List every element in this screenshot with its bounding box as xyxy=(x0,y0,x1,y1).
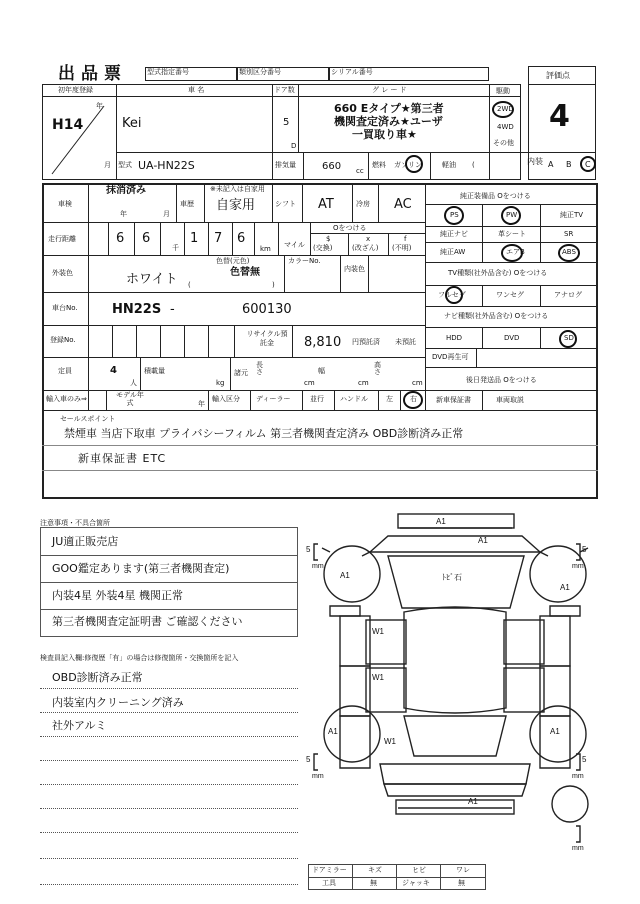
dims-width: 幅 xyxy=(318,367,325,375)
mileage-km: km xyxy=(260,245,271,253)
drive-2wd: 2WD xyxy=(497,105,514,113)
mileage-altered: (改ざん) xyxy=(352,244,379,252)
equip-airbag-circle xyxy=(501,244,523,262)
bracket-fl-value: 5 xyxy=(306,545,311,554)
legend-jack: ジャッキ xyxy=(402,879,430,887)
shaken-label: 車検 xyxy=(58,200,72,208)
legend-hibi: ヒビ xyxy=(412,866,426,874)
displacement-unit: cc xyxy=(356,167,364,175)
interior-c-circle xyxy=(580,156,596,172)
cooler-label: 冷房 xyxy=(356,200,370,208)
dims-length: 長さ xyxy=(256,361,263,376)
bracket-rr-mm: mm xyxy=(572,773,584,780)
bracket-spare-mm: mm xyxy=(572,845,584,852)
mileage-s2: x xyxy=(366,235,371,243)
displacement-value: 660 xyxy=(322,161,342,172)
history-value: 自家用 xyxy=(216,198,256,213)
notes-line-1: JU適正販売店 xyxy=(52,535,119,548)
dvd-playback: DVD再生可 xyxy=(432,353,469,361)
fuel-diesel: 軽油 xyxy=(442,161,456,169)
equip-aw: 純正AW xyxy=(440,248,466,256)
drive-4wd: 4WD xyxy=(497,123,514,131)
inspector-line-2: 内装室内クリーニング済み xyxy=(52,696,184,709)
shaken-value: 抹消済み xyxy=(106,185,146,196)
registration-year: H14 xyxy=(52,117,84,133)
fuel-label: 燃料 xyxy=(372,161,386,169)
notes-line-2: GOO鑑定あります(第三者機関査定) xyxy=(52,562,230,575)
shift-value: AT xyxy=(318,197,334,212)
legend-ware: ワレ xyxy=(456,866,470,874)
import-right-circle xyxy=(403,391,423,409)
grade-line3: 一買取り車★ xyxy=(352,128,417,141)
import-label: 輸入車のみ⇒ xyxy=(46,395,87,403)
dmg-windshield: ﾄﾋﾞ石 xyxy=(442,573,462,582)
equip-ps: PS xyxy=(450,211,459,219)
grade-line2: 機関査定済み★ユーザ xyxy=(334,115,443,128)
grade-label: グ レ ー ド xyxy=(372,86,407,94)
tv-title: TV種類(社外品含む) Oをつける xyxy=(448,269,548,277)
color-label: 外装色 xyxy=(52,269,73,277)
navi-dvd: DVD xyxy=(504,334,520,342)
dmg-left-rear-door: W1 xyxy=(372,673,384,682)
sales-points-label: セールスポイント xyxy=(60,415,116,423)
fuel-gasoline-circle xyxy=(405,155,423,173)
color-value: ホワイト xyxy=(126,272,178,287)
import-parallel: 並行 xyxy=(310,395,324,403)
bracket-fr-value: 5 xyxy=(582,545,587,554)
navi-title: ナビ種類(社外品含む) Oをつける xyxy=(444,312,549,320)
equip-tv: 純正TV xyxy=(560,211,584,219)
dmg-hood: A1 xyxy=(478,536,488,545)
later-warranty: 新車保証書 xyxy=(436,396,471,404)
notes-line-3: 内装4星 外装4星 機関正常 xyxy=(52,589,183,602)
import-division-label: 輸入区分 xyxy=(212,395,240,403)
legend-jack-value: 無 xyxy=(458,879,465,887)
registration-month-unit: 月 xyxy=(104,161,111,169)
mileage-digit-2: 6 xyxy=(142,231,151,246)
recycle-status2: 未預託 xyxy=(395,338,416,346)
dims-length-cm: cm xyxy=(304,379,315,387)
capacity-label: 定員 xyxy=(58,367,72,375)
equip-pw: PW xyxy=(506,211,518,219)
equipment-title: 純正装備品 Oをつける xyxy=(460,192,531,200)
grade-line1: 660 Eタイプ★第三者 xyxy=(334,102,444,115)
eval-label: 評価点 xyxy=(546,71,570,80)
load-label: 積載量 xyxy=(144,367,165,375)
dmg-rear-bumper: A1 xyxy=(468,797,478,806)
legend-mirror: ドアミラー xyxy=(312,866,347,874)
tv-analog: アナログ xyxy=(554,291,582,299)
dims-label: 諸元 xyxy=(234,369,248,377)
equip-navi: 純正ナビ xyxy=(440,230,468,238)
bracket-fl-mm: mm xyxy=(312,563,324,570)
load-kg: kg xyxy=(216,379,225,387)
drive-label: 駆動 xyxy=(496,87,510,95)
interior-color-label: 内装色 xyxy=(344,265,365,273)
interior-grade-b: B xyxy=(566,160,572,169)
equip-sr: SR xyxy=(564,230,574,238)
reg-no-label: 登録No. xyxy=(50,336,76,344)
car-name-label: 車 名 xyxy=(188,86,205,94)
bracket-rr-value: 5 xyxy=(582,755,587,764)
history-label: 車歴 xyxy=(180,200,194,208)
mileage-digit-4: 7 xyxy=(214,231,223,246)
dims-height-cm: cm xyxy=(412,379,423,387)
equip-leather: 革シート xyxy=(498,230,526,238)
dmg-front-bumper: A1 xyxy=(436,517,446,526)
doors-value: 5 xyxy=(283,117,290,128)
import-right: 右 xyxy=(410,395,417,403)
chassis-number: 600130 xyxy=(242,302,292,317)
tv-oneseg: ワンセグ xyxy=(496,291,524,299)
fuel-paren: ( xyxy=(472,161,475,169)
shaken-year-unit: 年 xyxy=(120,210,127,218)
dmg-front-right: A1 xyxy=(560,583,570,592)
model-year-label: モデル年式 xyxy=(116,391,144,407)
notes-line-4: 第三者機関査定証明書 ご確認ください xyxy=(52,615,243,628)
dmg-front-left: A1 xyxy=(340,571,350,580)
drive-other: その他 xyxy=(493,139,514,147)
drive-2wd-circle xyxy=(492,101,514,118)
registration-year-unit: 年 xyxy=(96,102,103,110)
bracket-fr-mm: mm xyxy=(572,563,584,570)
bracket-rl-mm: mm xyxy=(312,773,324,780)
form-title: 出品票 xyxy=(58,64,127,84)
later-title: 後日発送品 Oをつける xyxy=(466,376,537,384)
navi-sd-circle xyxy=(559,330,577,348)
chassis-label: 車台No. xyxy=(52,304,78,312)
import-handle: ハンドル xyxy=(340,395,368,403)
legend-tools-value: 無 xyxy=(370,879,377,887)
eval-score: 4 xyxy=(549,99,570,134)
model-value: UA-HN22S xyxy=(138,159,195,172)
equip-pw-circle xyxy=(501,206,521,225)
tv-fullseg-circle xyxy=(445,286,463,304)
recycle-value: 8,810 xyxy=(304,335,342,350)
mileage-sen: 千 xyxy=(172,244,179,252)
legend-kizu: キズ xyxy=(368,866,382,874)
fuel-gasoline: ガソリン xyxy=(394,161,422,169)
inspector-label: 検査員記入欄:修復歴「有」の場合は修復箇所・交換箇所を記入 xyxy=(40,654,239,662)
equip-abs-circle xyxy=(558,244,580,262)
dmg-rear-right: A1 xyxy=(550,727,560,736)
equip-airbag: エアB xyxy=(506,248,525,256)
cooler-value: AC xyxy=(394,197,412,212)
dmg-left-rear-quarter: W1 xyxy=(384,737,396,746)
model-label: 型式 xyxy=(118,161,132,169)
tv-fullseg: フルセグ xyxy=(438,291,466,299)
capacity-unit: 人 xyxy=(130,379,137,387)
import-left: 左 xyxy=(386,395,393,403)
dmg-rear-left: A1 xyxy=(328,727,338,736)
doors-suffix: D xyxy=(291,142,297,150)
mileage-s1: $ xyxy=(326,235,331,243)
repaint-paren-close: ) xyxy=(272,281,275,289)
dims-height: 高さ xyxy=(374,361,381,376)
history-note: ※未記入は自家用 xyxy=(210,185,265,193)
car-name: Kei xyxy=(122,116,142,131)
car-diagram xyxy=(300,508,600,853)
bracket-rl-value: 5 xyxy=(306,755,311,764)
sales-points-line2: 新車保証書 ETC xyxy=(78,452,167,465)
mileage-option-note: Oをつける xyxy=(333,224,367,232)
recycle-label: リサイクル預託金 xyxy=(246,330,288,348)
mileage-exchange: (交換) xyxy=(313,244,333,252)
interior-grade-c: C xyxy=(585,160,591,169)
navi-sd: SD xyxy=(564,334,574,342)
import-dealer: ディーラー xyxy=(256,395,291,403)
serial-label: シリアル番号 xyxy=(331,68,373,76)
mileage-digit-1: 6 xyxy=(116,231,125,246)
registration-label: 初年度登録 xyxy=(58,86,93,94)
equip-ps-circle xyxy=(444,206,464,225)
inspector-line-3: 社外アルミ xyxy=(52,719,107,732)
displacement-label: 排気量 xyxy=(275,161,296,169)
dims-width-cm: cm xyxy=(358,379,369,387)
mileage-digit-5: 6 xyxy=(237,231,246,246)
legend-tools: 工具 xyxy=(322,879,336,887)
import-year-unit: 年 xyxy=(198,400,205,408)
doors-label: ドア数 xyxy=(274,86,295,94)
repaint-label: 色替(元色) xyxy=(216,257,250,265)
mileage-unknown: (不明) xyxy=(392,244,412,252)
mileage-digit-3: 1 xyxy=(190,231,199,246)
recycle-status1: 円預託済 xyxy=(352,338,380,346)
sales-points-line1: 禁煙車 当店下取車 プライバシーフィルム 第三者機関査定済み OBD診断済み正常 xyxy=(64,427,464,440)
mileage-mile: マイル xyxy=(284,241,305,249)
chassis-prefix: HN22S xyxy=(112,302,162,317)
notes-label: 注意事項・不具合箇所 xyxy=(40,519,110,527)
repaint-value: 色替無 xyxy=(230,267,260,278)
capacity-value: 4 xyxy=(110,365,117,376)
chassis-dash: - xyxy=(170,302,175,317)
mileage-label: 走行距離 xyxy=(48,235,76,243)
color-no-label: カラーNo. xyxy=(288,257,321,265)
later-manual: 車両取説 xyxy=(496,396,524,404)
navi-hdd: HDD xyxy=(446,334,463,342)
shaken-month-unit: 月 xyxy=(163,210,170,218)
katashiki-label: 型式指定番号 xyxy=(147,68,189,76)
dmg-left-front-door: W1 xyxy=(372,627,384,636)
ruibetsu-label: 類別区分番号 xyxy=(239,68,281,76)
repaint-paren-open: ( xyxy=(188,281,191,289)
inspector-line-1: OBD診断済み正常 xyxy=(52,671,143,684)
interior-grade-a: A xyxy=(548,160,554,169)
interior-grade-label: 内装 xyxy=(527,157,543,166)
shift-label: シフト xyxy=(275,200,296,208)
equip-abs: ABS xyxy=(562,248,576,256)
mileage-s3: f xyxy=(404,235,407,243)
